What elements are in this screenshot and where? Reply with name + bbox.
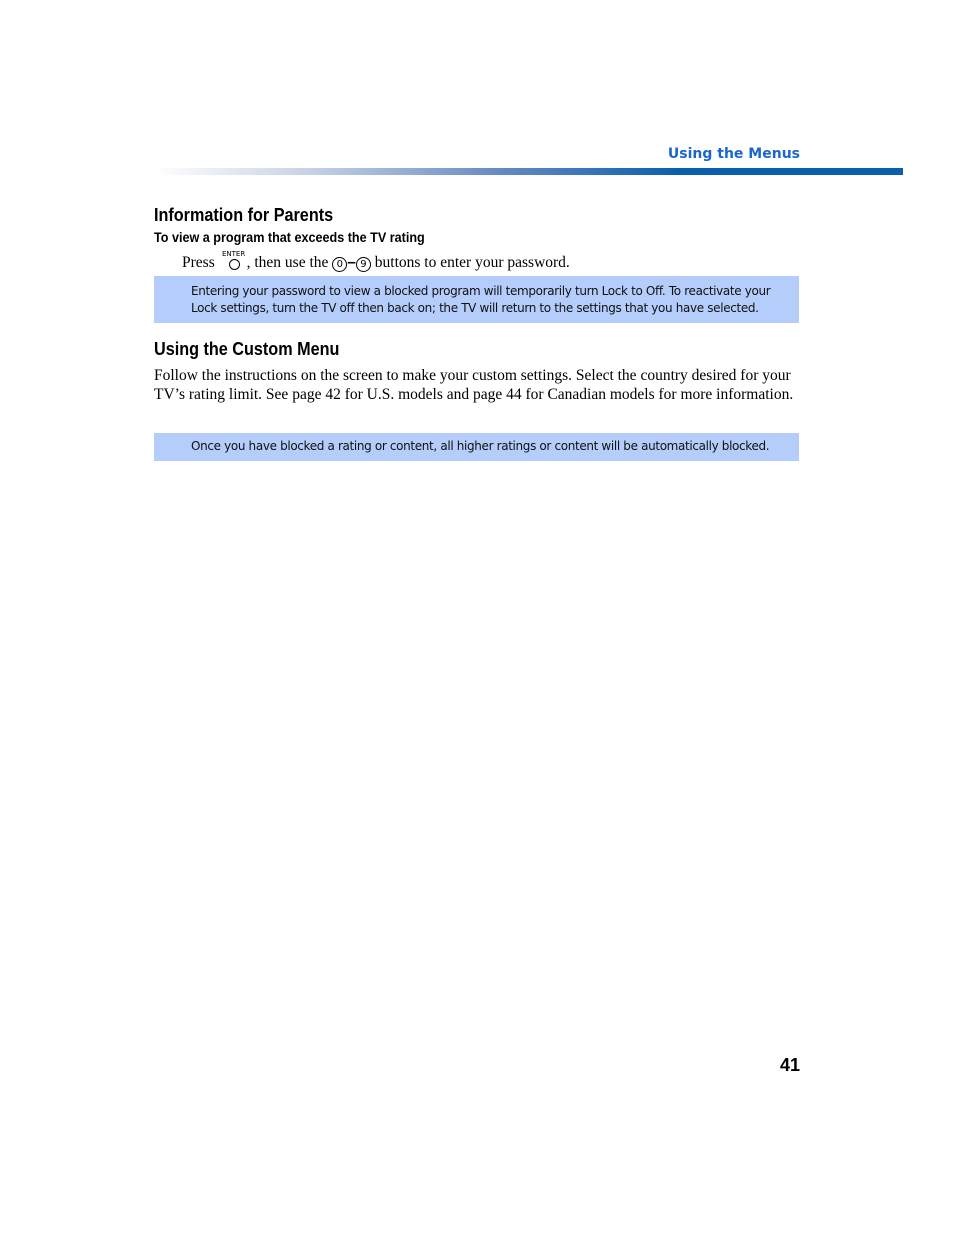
section-heading-information-for-parents: Information for Parents bbox=[154, 205, 334, 225]
header-gradient-rule bbox=[154, 168, 903, 175]
note-box-password bbox=[154, 276, 799, 323]
step-press-text: Press bbox=[182, 254, 215, 271]
number-0-button-icon: 0 bbox=[332, 257, 347, 272]
range-dash: – bbox=[347, 254, 356, 271]
note-box-blocked-ratings bbox=[154, 433, 799, 461]
step-then-use-text: , then use the bbox=[246, 254, 329, 271]
subheading-view-program: To view a program that exceeds the TV rating bbox=[154, 229, 425, 245]
note-text-password: Entering your password to view a blocked program will temporarily turn Lock to Off. To reactivate your Lock settings, turn the TV off then back on; the TV will return to the settings that you have selected. bbox=[191, 284, 771, 315]
note-text-blocked-ratings: Once you have blocked a rating or content, all higher ratings or content will be automatically blocked. bbox=[191, 439, 770, 453]
step-buttons-text: buttons to enter your password. bbox=[374, 254, 570, 271]
enter-button-label: ENTER bbox=[221, 250, 246, 258]
enter-button-icon bbox=[221, 251, 247, 271]
number-9-button-icon: 9 bbox=[356, 257, 371, 272]
enter-circle-icon bbox=[229, 259, 240, 270]
instruction-step bbox=[182, 251, 570, 272]
section-heading-custom-menu: Using the Custom Menu bbox=[154, 339, 340, 359]
running-header-title: Using the Menus bbox=[667, 146, 800, 162]
custom-menu-paragraph: Follow the instructions on the screen to make your custom settings. Select the country desired for your TV’s rating limit. See page 42 for U.S. models and page 44 for Canadian models for more information. bbox=[154, 367, 794, 403]
page-number: 41 bbox=[779, 1055, 800, 1075]
